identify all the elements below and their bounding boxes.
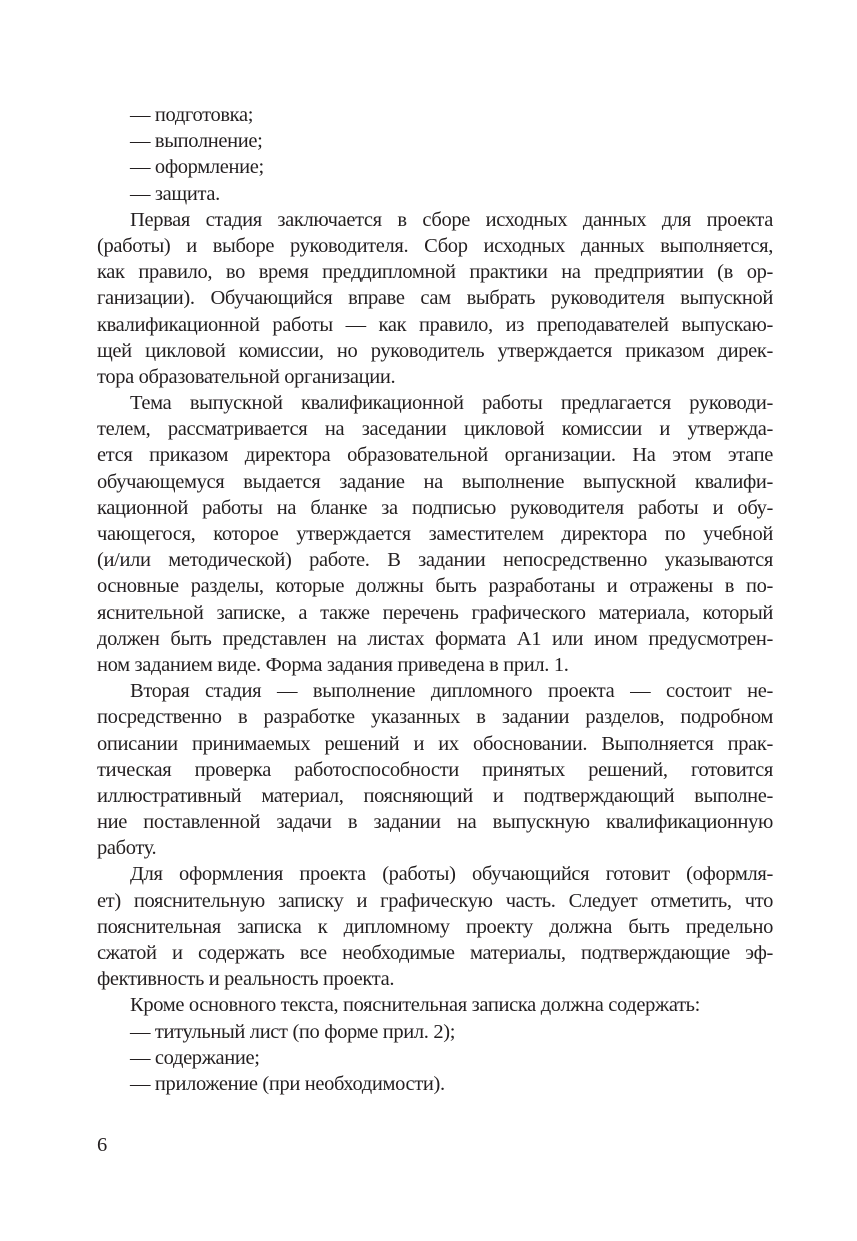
paragraph-line: фективность и реальность проекта. bbox=[97, 968, 395, 991]
paragraph-line: тическая проверка работоспособности принятых решений, готовится bbox=[97, 758, 773, 781]
paragraph-line: яснительной записке, а также перечень графического материала, который bbox=[97, 601, 773, 624]
list-item: — титульный лист (по форме прил. 2); bbox=[130, 1020, 456, 1043]
page-body bbox=[97, 102, 773, 1097]
paragraph-line: иллюстративный материал, поясняющий и подтверждающий выполне- bbox=[97, 784, 773, 807]
paragraph-line: должен быть представлен на листах формата А1 или ином предусмотрен- bbox=[97, 627, 773, 650]
paragraph-line: работу. bbox=[97, 837, 157, 860]
paragraph-line: описании принимаемых решений и их обосновании. Выполняется прак- bbox=[97, 732, 773, 755]
paragraph-line: (и/или методической) работе. В задании непосредственно указываются bbox=[97, 549, 773, 572]
paragraph-line: телем, рассматривается на заседании цикловой комиссии и утвержда- bbox=[97, 418, 773, 441]
paragraph-line: кационной работы на бланке за подписью руководителя работы и обу- bbox=[97, 496, 773, 519]
list-item: — содержание; bbox=[130, 1046, 260, 1069]
paragraph-line: Первая стадия заключается в сборе исходных данных для проекта bbox=[130, 208, 773, 231]
paragraph-line: ном заданием виде. Форма задания приведена в прил. 1. bbox=[97, 653, 569, 676]
list-item: — оформление; bbox=[130, 156, 264, 179]
list-item: — выполнение; bbox=[130, 130, 263, 153]
paragraph-line: щей цикловой комиссии, но руководитель утверждается приказом дирек- bbox=[97, 339, 773, 362]
paragraph-line: Тема выпускной квалификационной работы предлагается руководи- bbox=[130, 392, 773, 415]
paragraph-line: тора образовательной организации. bbox=[97, 365, 396, 388]
paragraph-line: ет) пояснительную записку и графическую часть. Следует отметить, что bbox=[97, 889, 773, 912]
paragraph-line: Для оформления проекта (работы) обучающийся готовит (оформля- bbox=[130, 863, 773, 886]
paragraph-line: ется приказом директора образовательной организации. На этом этапе bbox=[97, 444, 773, 467]
page-number: 6 bbox=[97, 1134, 108, 1156]
paragraph-line: чающегося, которое утверждается заместителем директора по учебной bbox=[97, 523, 773, 545]
list-item: — приложение (при необходимости). bbox=[130, 1072, 445, 1095]
paragraph-line: Вторая стадия — выполнение дипломного проекта — состоит не- bbox=[130, 680, 773, 703]
paragraph-line: ганизации). Обучающийся вправе сам выбрать руководителя выпускной bbox=[97, 287, 773, 310]
list-item: — подготовка; bbox=[130, 104, 254, 126]
paragraph-line: квалификационной работы — как правило, из преподавателей выпускаю- bbox=[97, 313, 773, 336]
paragraph-line: обучающемуся выдается задание на выполнение выпускной квалифи- bbox=[97, 470, 773, 493]
paragraph-line: (работы) и выборе руководителя. Сбор исходных данных выполняется, bbox=[97, 234, 773, 257]
paragraph-line: пояснительная записка к дипломному проекту должна быть предельно bbox=[97, 915, 773, 938]
paragraph-line: сжатой и содержать все необходимые материалы, подтверждающие эф- bbox=[97, 942, 773, 964]
paragraph-line: посредственно в разработке указанных в задании разделов, подробном bbox=[97, 706, 773, 729]
paragraph-line: как правило, во время преддипломной практики на предприятии (в ор- bbox=[97, 261, 773, 284]
list-item: — защита. bbox=[130, 182, 220, 205]
paragraph-line: основные разделы, которые должны быть разработаны и отражены в по- bbox=[97, 575, 773, 598]
paragraph-line: Кроме основного текста, пояснительная записка должна содержать: bbox=[130, 994, 701, 1017]
paragraph-line: ние поставленной задачи в задании на выпускную квалификационную bbox=[97, 811, 773, 834]
